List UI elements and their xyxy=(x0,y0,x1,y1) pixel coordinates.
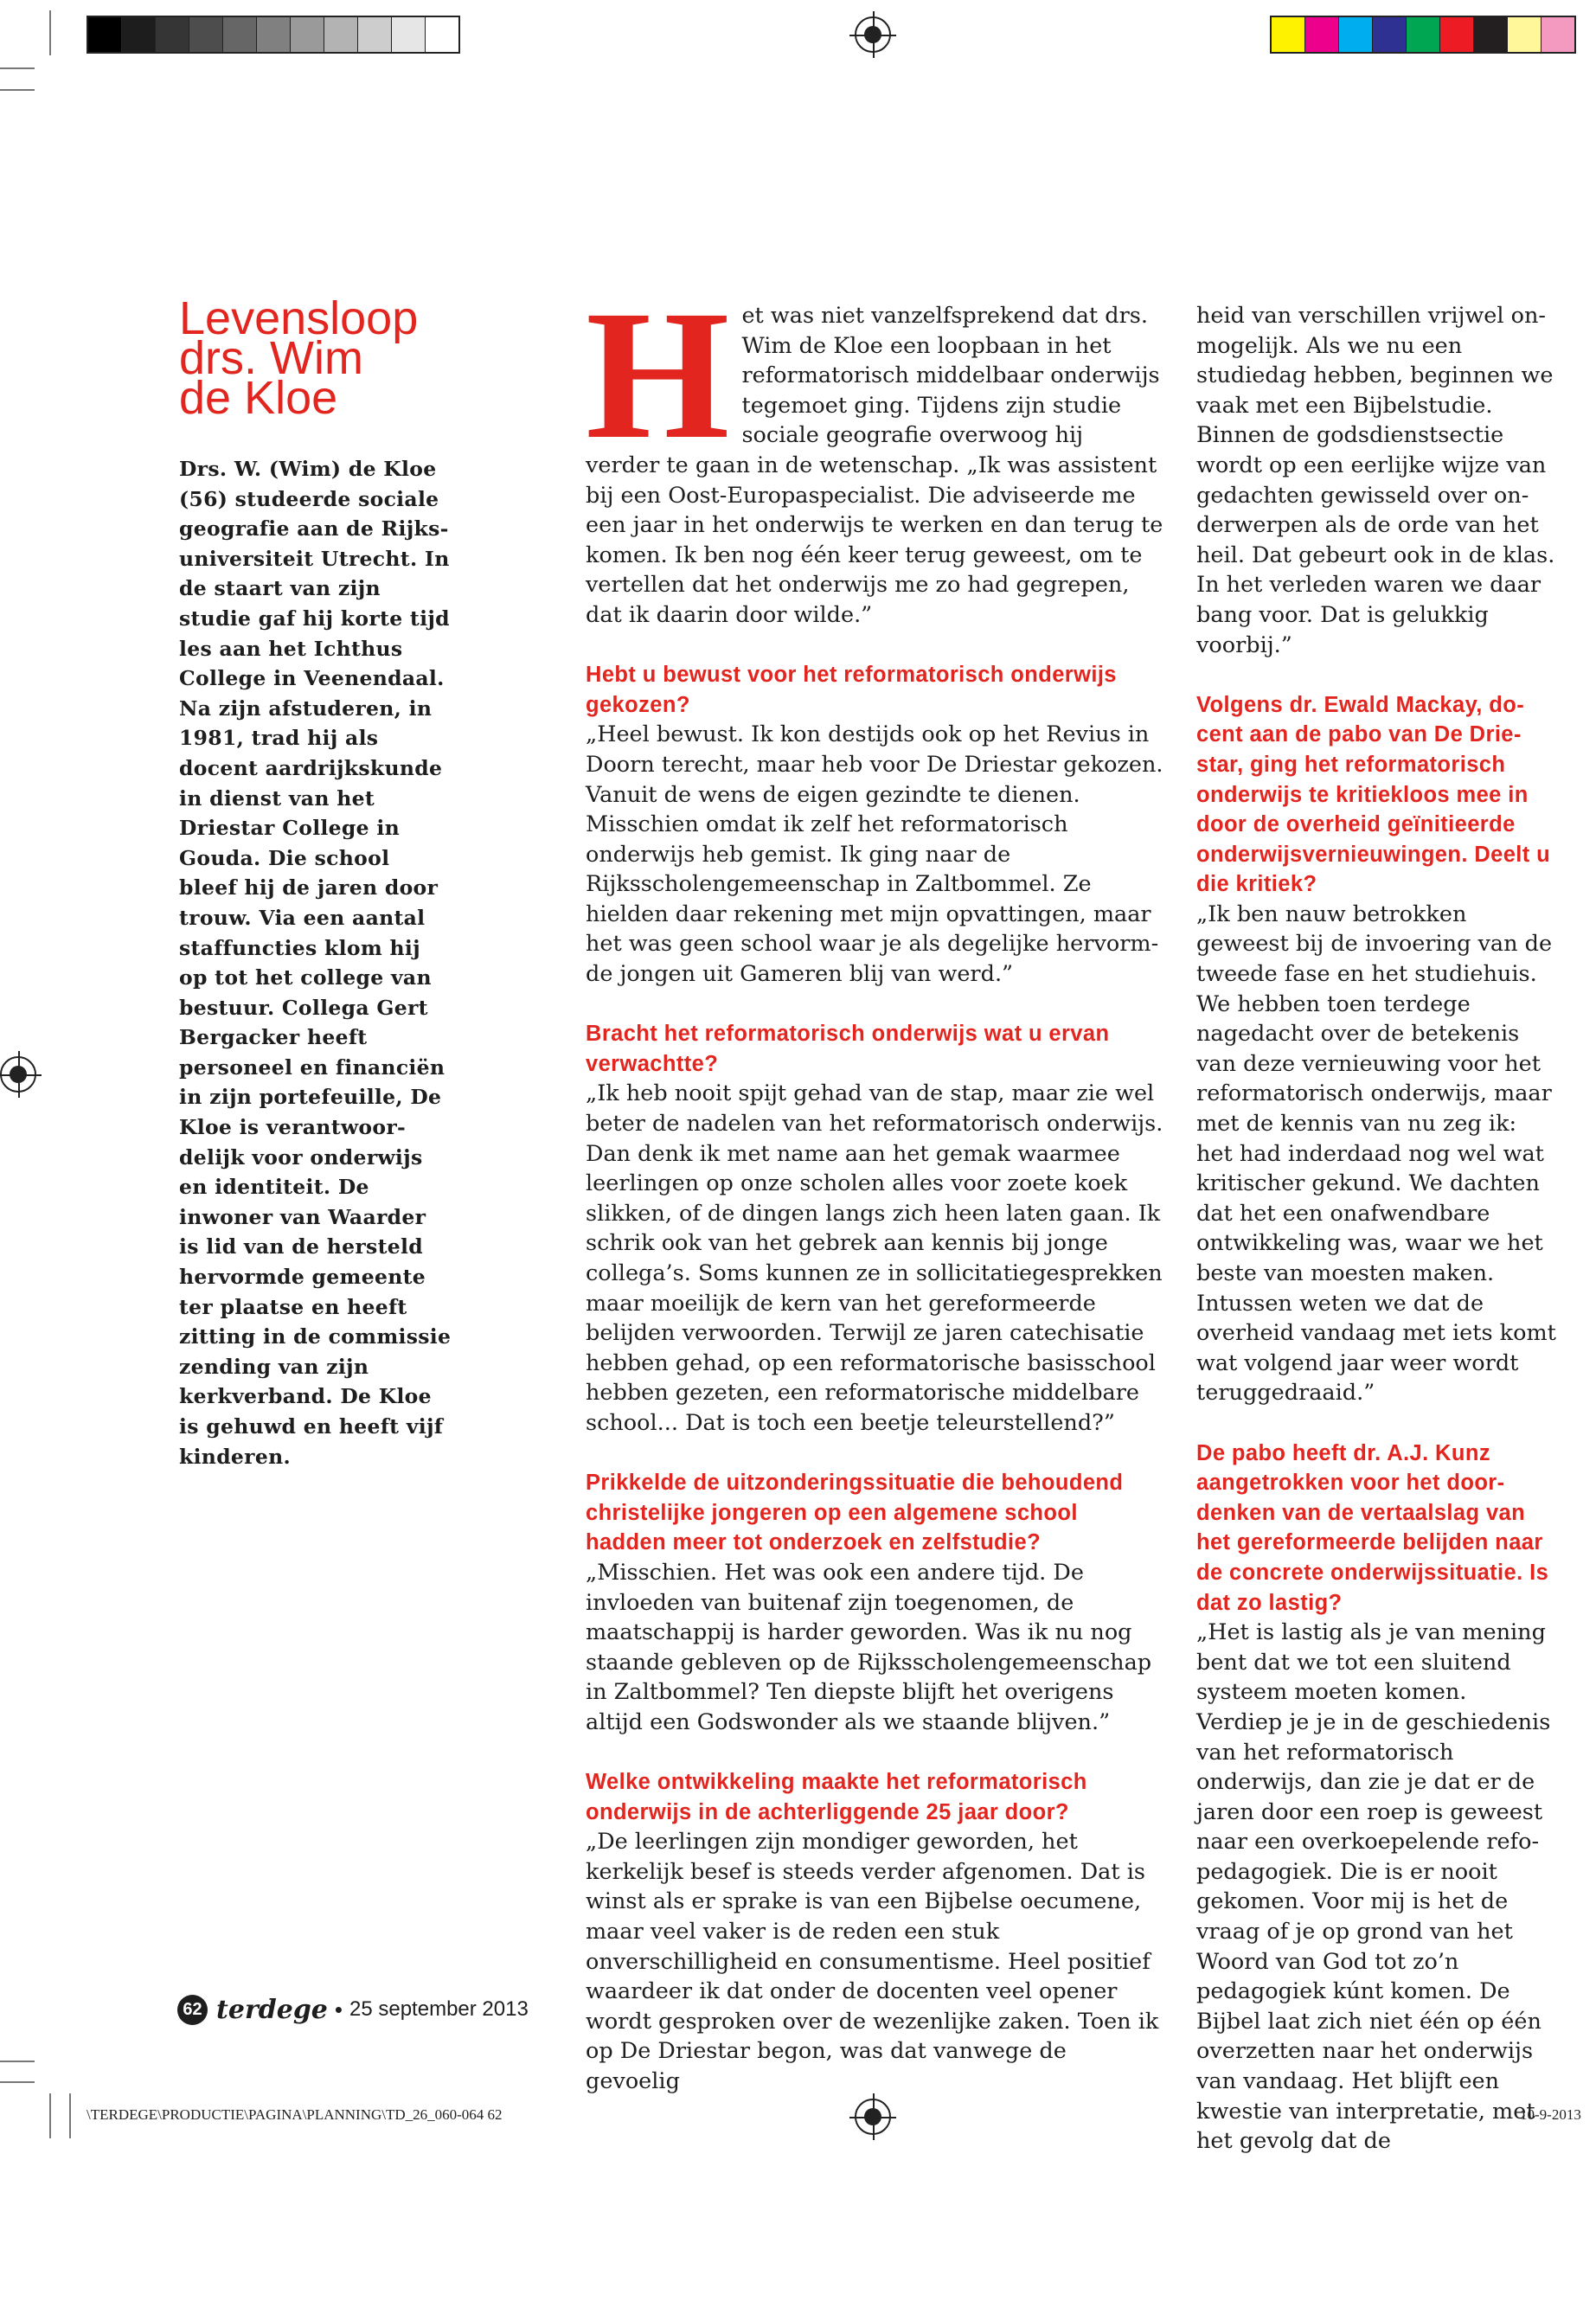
grayscale-swatch xyxy=(88,17,122,52)
sidebar-title-line: Levensloop xyxy=(179,292,419,344)
crop-mark xyxy=(0,67,35,69)
sidebar-title-line: drs. Wim xyxy=(179,332,363,384)
grayscale-swatch xyxy=(291,17,324,52)
color-swatch xyxy=(1305,17,1339,52)
interview-answer-continued: heid van verschillen vrijwel onmogelijk. Als we nu een studiedag hebben, beginnen we vaak met een Bijbelstudie. Binnen de godsdienstsectie wordt op een eerlijke wijze van gedachten gewisseld over onderwerpen als de orde van het heil. Dat gebeurt ook in de klas. In het verleden waren we daar bang voor. Dat is gelukkig voorbij.” xyxy=(1196,303,1555,658)
drop-cap: H xyxy=(586,272,730,478)
registration-mark-left xyxy=(0,1056,36,1093)
color-swatch xyxy=(1339,17,1373,52)
color-swatch xyxy=(1272,17,1305,52)
article-column-1 xyxy=(586,272,1163,2097)
crop-mark xyxy=(0,2061,35,2062)
registration-mark-bottom xyxy=(855,2099,891,2135)
crop-mark xyxy=(69,2093,71,2138)
crop-mark xyxy=(49,10,51,55)
sidebar-title-line: de Kloe xyxy=(179,372,338,424)
grayscale-swatch xyxy=(122,17,156,52)
interview-answer: „Ik heb nooit spijt gehad van de stap, maar zie wel beter de nadelen van het reformatorisch onderwijs. Dan denk ik met name aan het gemak waarmee leerlingen op onze scholen alles voor zoete koek slikken, of de dingen langs zich heen laten gaan. Ik schrik ook van het gebrek aan kennis bij jonge collega’s. Soms kunnen ze in sollicitatiegesprekken maar moeilijk de kern van het gereformeerde belijden verwoorden. Terwijl ze jaren catechisatie hebben gehad, op een reformatorische basisschool hebben gezeten, een reformatorische middelbare school... Dat is toch een beetje teleurstellend?” xyxy=(586,1080,1163,1436)
interview-question: Bracht het reformatorisch onderwijs wat u ervan verwachtte? xyxy=(586,1022,1110,1076)
color-swatch xyxy=(1373,17,1407,52)
process-color-bar xyxy=(1270,16,1576,54)
interview-answer: „De leerlingen zijn mondiger geworden, het kerkelijk besef is steeds verder afgenomen. Dat is winst als er sprake is van een Bijbelse oecumene, maar veel vaker is de reden een stuk onverschilligheid en consumentisme. Heel positief waardeer ik dat onder de docenten veel opener wordt gesproken over de wezenlijke zaken. Toen ik op De Driestar begon, was dat vanwege de gevoelig xyxy=(586,1829,1159,2095)
sidebar-title xyxy=(179,292,452,424)
grayscale-swatch xyxy=(223,17,257,52)
registration-mark-top xyxy=(855,16,891,53)
issue-date: 25 september 2013 xyxy=(349,1997,529,2021)
crop-mark xyxy=(49,2093,51,2138)
grayscale-swatch xyxy=(358,17,392,52)
interview-question: Volgens dr. Ewald Mackay, docent aan de pabo van De Driestar, ging het reformatorisch onderwijs te kritiekloos mee in door de overheid geïnitieerde onderwijsvernieuwingen. Deelt u die kritiek? xyxy=(1196,692,1551,897)
page-footer xyxy=(177,1992,529,2027)
interview-question: Hebt u bewust voor het reformatorisch onderwijs gekozen? xyxy=(586,663,1117,717)
color-swatch xyxy=(1407,17,1440,52)
interview-question: De pabo heeft dr. A.J. Kunz aangetrokken voor het doordenken van de vertaalslag van het gereformeerde belijden naar de concrete onderwijssituatie. Is dat zo lastig? xyxy=(1196,1440,1549,1615)
crop-mark xyxy=(0,2081,35,2083)
interview-answer: „Misschien. Het was ook een andere tijd. De invloeden van buitenaf zijn toegenomen, de maatschappij is harder geworden. Was ik nu nog staande gebleven op de Rijksscholengemeenschap in Zaltbommel? Ten diepste blijft het overigens altijd een Godswonder als we staande blijven.” xyxy=(586,1559,1152,1735)
grayscale-swatch xyxy=(426,17,458,52)
color-swatch xyxy=(1440,17,1474,52)
article-column-2 xyxy=(1196,301,1558,2157)
intro-text: et was niet vanzelfsprekend dat drs. Wim de Kloe een loopbaan in het reformatorisch middelbaar onderwijs tegemoet ging. Tijdens zijn studie sociale geografie overwoog hij verder te gaan in de wetenschap. „Ik was assistent bij een Oost-Europaspecialist. Die adviseerde me een jaar in het onderwijs te werken en dan terug te komen. Ik ben nog één keer terug geweest, om te vertellen dat het onderwijs me zo had gegrepen, dat ik daarin door wilde.” xyxy=(586,303,1163,628)
magazine-logo: terdege xyxy=(216,1994,328,2025)
interview-answer: „Heel bewust. Ik kon destijds ook op het Revius in Doorn terecht, maar heb voor De Driestar gekozen. Vanuit de wens de eigen gezindte te dienen. Misschien omdat ik zelf het reformatorisch onderwijs heb gemist. Ik ging naar de Rijksscholengemeenschap in Zaltbommel. Ze hielden daar rekening met mijn opvattingen, maar het was geen school waar je als degelijke hervormde jongen uit Gameren blij van werd.” xyxy=(586,721,1163,988)
interview-answer: „Het is lastig als je van mening bent dat we tot een sluitend systeem moeten komen. Verdiep je je in de geschiedenis van het reformatorisch onderwijs, dan zie je dat er de jaren door een roep is geweest naar een overkoepelende refopedagogiek. Die is er nooit gekomen. Voor mij is het de vraag of je op grond van het Woord van God tot zo’n pedagogiek kúnt komen. De Bijbel laat zich niet één op één overzetten naar het onderwijs van vandaag. Het blijft een kwestie van interpretatie, met het gevolg dat de xyxy=(1196,1619,1551,2155)
interview-answer: „Ik ben nauw betrokken geweest bij de invoering van de tweede fase en het studiehuis. We hebben toen terdege nagedacht over de betekenis van deze vernieuwing voor het reformatorisch onderwijs, maar met de kennis van nu zeg ik: het had inderdaad nog wel wat kritischer gekund. We dachten dat het een onafwendbare ontwikkeling was, waar we het beste van moesten maken. Intussen weten we dat de overheid vandaag met iets komt wat volgend jaar weer wordt teruggedraaid.” xyxy=(1196,901,1556,1407)
grayscale-swatch xyxy=(156,17,189,52)
crop-mark xyxy=(0,89,35,91)
color-swatch xyxy=(1542,17,1574,52)
color-swatch xyxy=(1474,17,1508,52)
color-swatch xyxy=(1508,17,1542,52)
interview-question: Welke ontwikkeling maakte het reformatorisch onderwijs in de achterliggende 25 jaar door? xyxy=(586,1770,1087,1824)
slug-file-path: \TERDEGE\PRODUCTIE\PAGINA\PLANNING\TD_26_060-064 62 xyxy=(87,2106,503,2123)
grayscale-swatch xyxy=(392,17,426,52)
page-number-badge: 62 xyxy=(177,1995,208,2025)
interview-question: Prikkelde de uitzonderingssituatie die behoudend christelijke jongeren op een algemene school hadden meer tot onderzoek en zelfstudie? xyxy=(586,1471,1124,1555)
article-intro xyxy=(586,272,1163,631)
grayscale-swatch xyxy=(189,17,223,52)
slug-date: 10-9-2013 xyxy=(1520,2106,1581,2123)
grayscale-swatch xyxy=(257,17,291,52)
sidebar-biography: Drs. W. (Wim) de Kloe (56) studeerde sociale geografie aan de Rijksuniversiteit Utrecht. In de staart van zijn studie gaf hij korte tijd les aan het Ichthus College in Veenendaal. Na zijn afstuderen, in 1981, trad hij als docent aardrijkskunde in dienst van het Driestar College in Gouda. Die school bleef hij de jaren door trouw. Via een aantal staffuncties klom hij op tot het college van bestuur. Collega Gert Bergacker heeft personeel en financiën in zijn portefeuille, De Kloe is verantwoordelijk voor onderwijs en identiteit. De inwoner van Waarder is lid van de hersteld hervormde gemeente ter plaatse en heeft zitting in de commissie zending van zijn kerkverband. De Kloe is gehuwd en heeft vijf kinderen. xyxy=(179,457,452,1469)
grayscale-color-bar xyxy=(87,16,460,54)
grayscale-swatch xyxy=(324,17,358,52)
footer-separator: • xyxy=(334,1996,343,2022)
biography-sidebar xyxy=(179,292,452,1471)
